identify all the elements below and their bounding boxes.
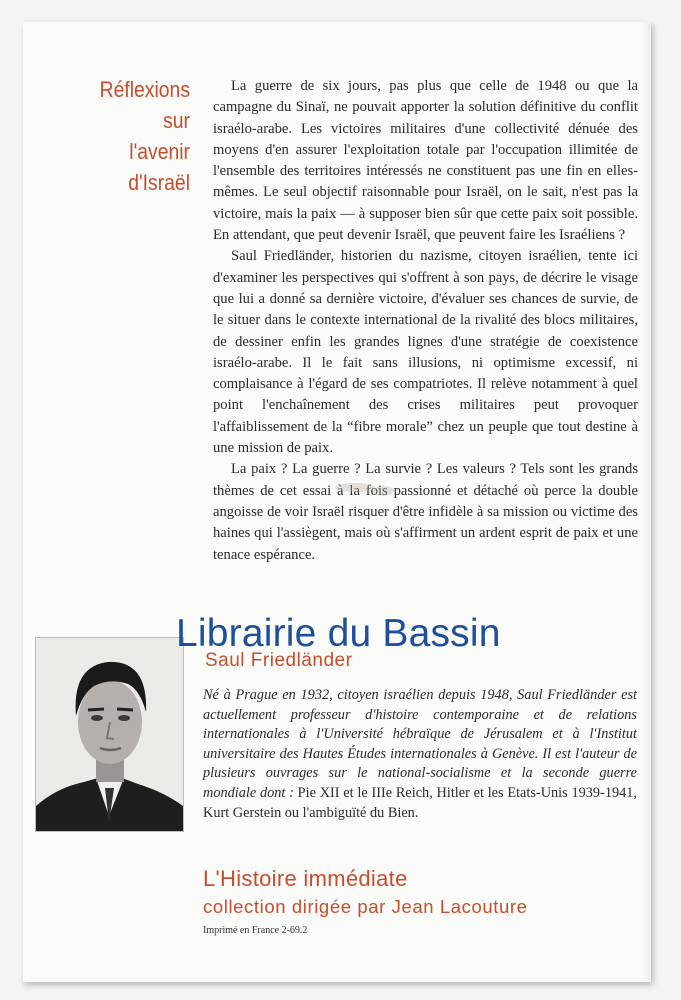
cover-edge-shadow [641, 22, 651, 982]
blurb-paragraph: La guerre de six jours, pas plus que celle de 1948 ou que la campagne du Sinaï, ne pouvait apporter la solution définitive du conflit israélo-arabe. Les victoires militaires d'une collectivité dénuée des moyens d'en assurer l'exploitation totale par l'occupation illimitée de l'ensemble des territoires intéressés ne constituent pas une fin en elles-mêmes. Le seul objectif raisonnable pour Israël, on le sait, n'est pas la victoire, mais la paix — à supposer bien sûr que cette paix soit possible. En attendant, que peut devenir Israël, que peuvent faire les Israéliens ? [213, 78, 638, 244]
paper-stain [372, 486, 394, 496]
title-line: l'avenir [129, 139, 190, 164]
imprint-line: Imprimé en France 2-69.2 [203, 925, 308, 936]
author-bio [203, 686, 637, 823]
blurb-paragraph: La paix ? La guerre ? La survie ? Les valeurs ? Tels sont les grands thèmes de cet essai à la fois passionné et détaché où perce la double angoisse de voir Israël risquer d'être infidèle à sa mission ou victime des haines qui l'assiègent, mais où s'affirment un ardent esprit de paix et une tenace espérance. [213, 461, 638, 563]
bio-italic-text: Né à Prague en 1932, citoyen israélien depuis 1948, Saul Friedländer est actuellement professeur d'histoire contemporaine et de relations internationales à l'Université hébraïque de Jérusalem et à l'Institut universitaire des Hautes Études internationales à Genève. Il est l'auteur de plusieurs ouvrages sur le national-socialisme et la seconde guerre mondiale dont : [203, 687, 637, 801]
paper-stain [335, 483, 375, 492]
bookseller-watermark: Librairie du Bassin [176, 612, 501, 655]
author-photo [35, 637, 184, 832]
author-portrait-image [36, 638, 183, 831]
blurb-text [213, 76, 638, 566]
blurb-paragraph: Saul Friedländer, historien du nazisme, citoyen israélien, tente ici d'examiner les perspectives qui s'offrent à son pays, de décrire le visage que lui a donné sa dernière victoire, d'évaluer ses chances de survie, de le situer dans le contexte international de la rivalité des blocs militaires, de dessiner enfin les grandes lignes d'une stratégie de coexistence israélo-arabe. Il le fait sans illusions, ni optimisme excessif, ni complaisance à l'égard de ses compatriotes. Il relève notamment à quel point l'enchaînement des crises militaires peut provoquer l'affaiblissement de la “fibre morale” chez un peuple que tout destine à une mission de paix. [213, 248, 638, 457]
title-line: Réflexions [99, 77, 190, 102]
book-title [76, 74, 190, 198]
collection-title: L'Histoire immédiate [203, 866, 408, 891]
title-line: d'Israël [128, 170, 190, 195]
bio-works-text: Pie XII et le IIIe Reich, Hitler et les Etats-Unis 1939-1941, Kurt Gerstein ou l'ambiguïté du Bien. [203, 784, 637, 821]
title-line: sur [163, 108, 190, 133]
collection-subtitle: collection dirigée par Jean Lacouture [203, 896, 528, 917]
author-name: Saul Friedländer [205, 650, 353, 671]
